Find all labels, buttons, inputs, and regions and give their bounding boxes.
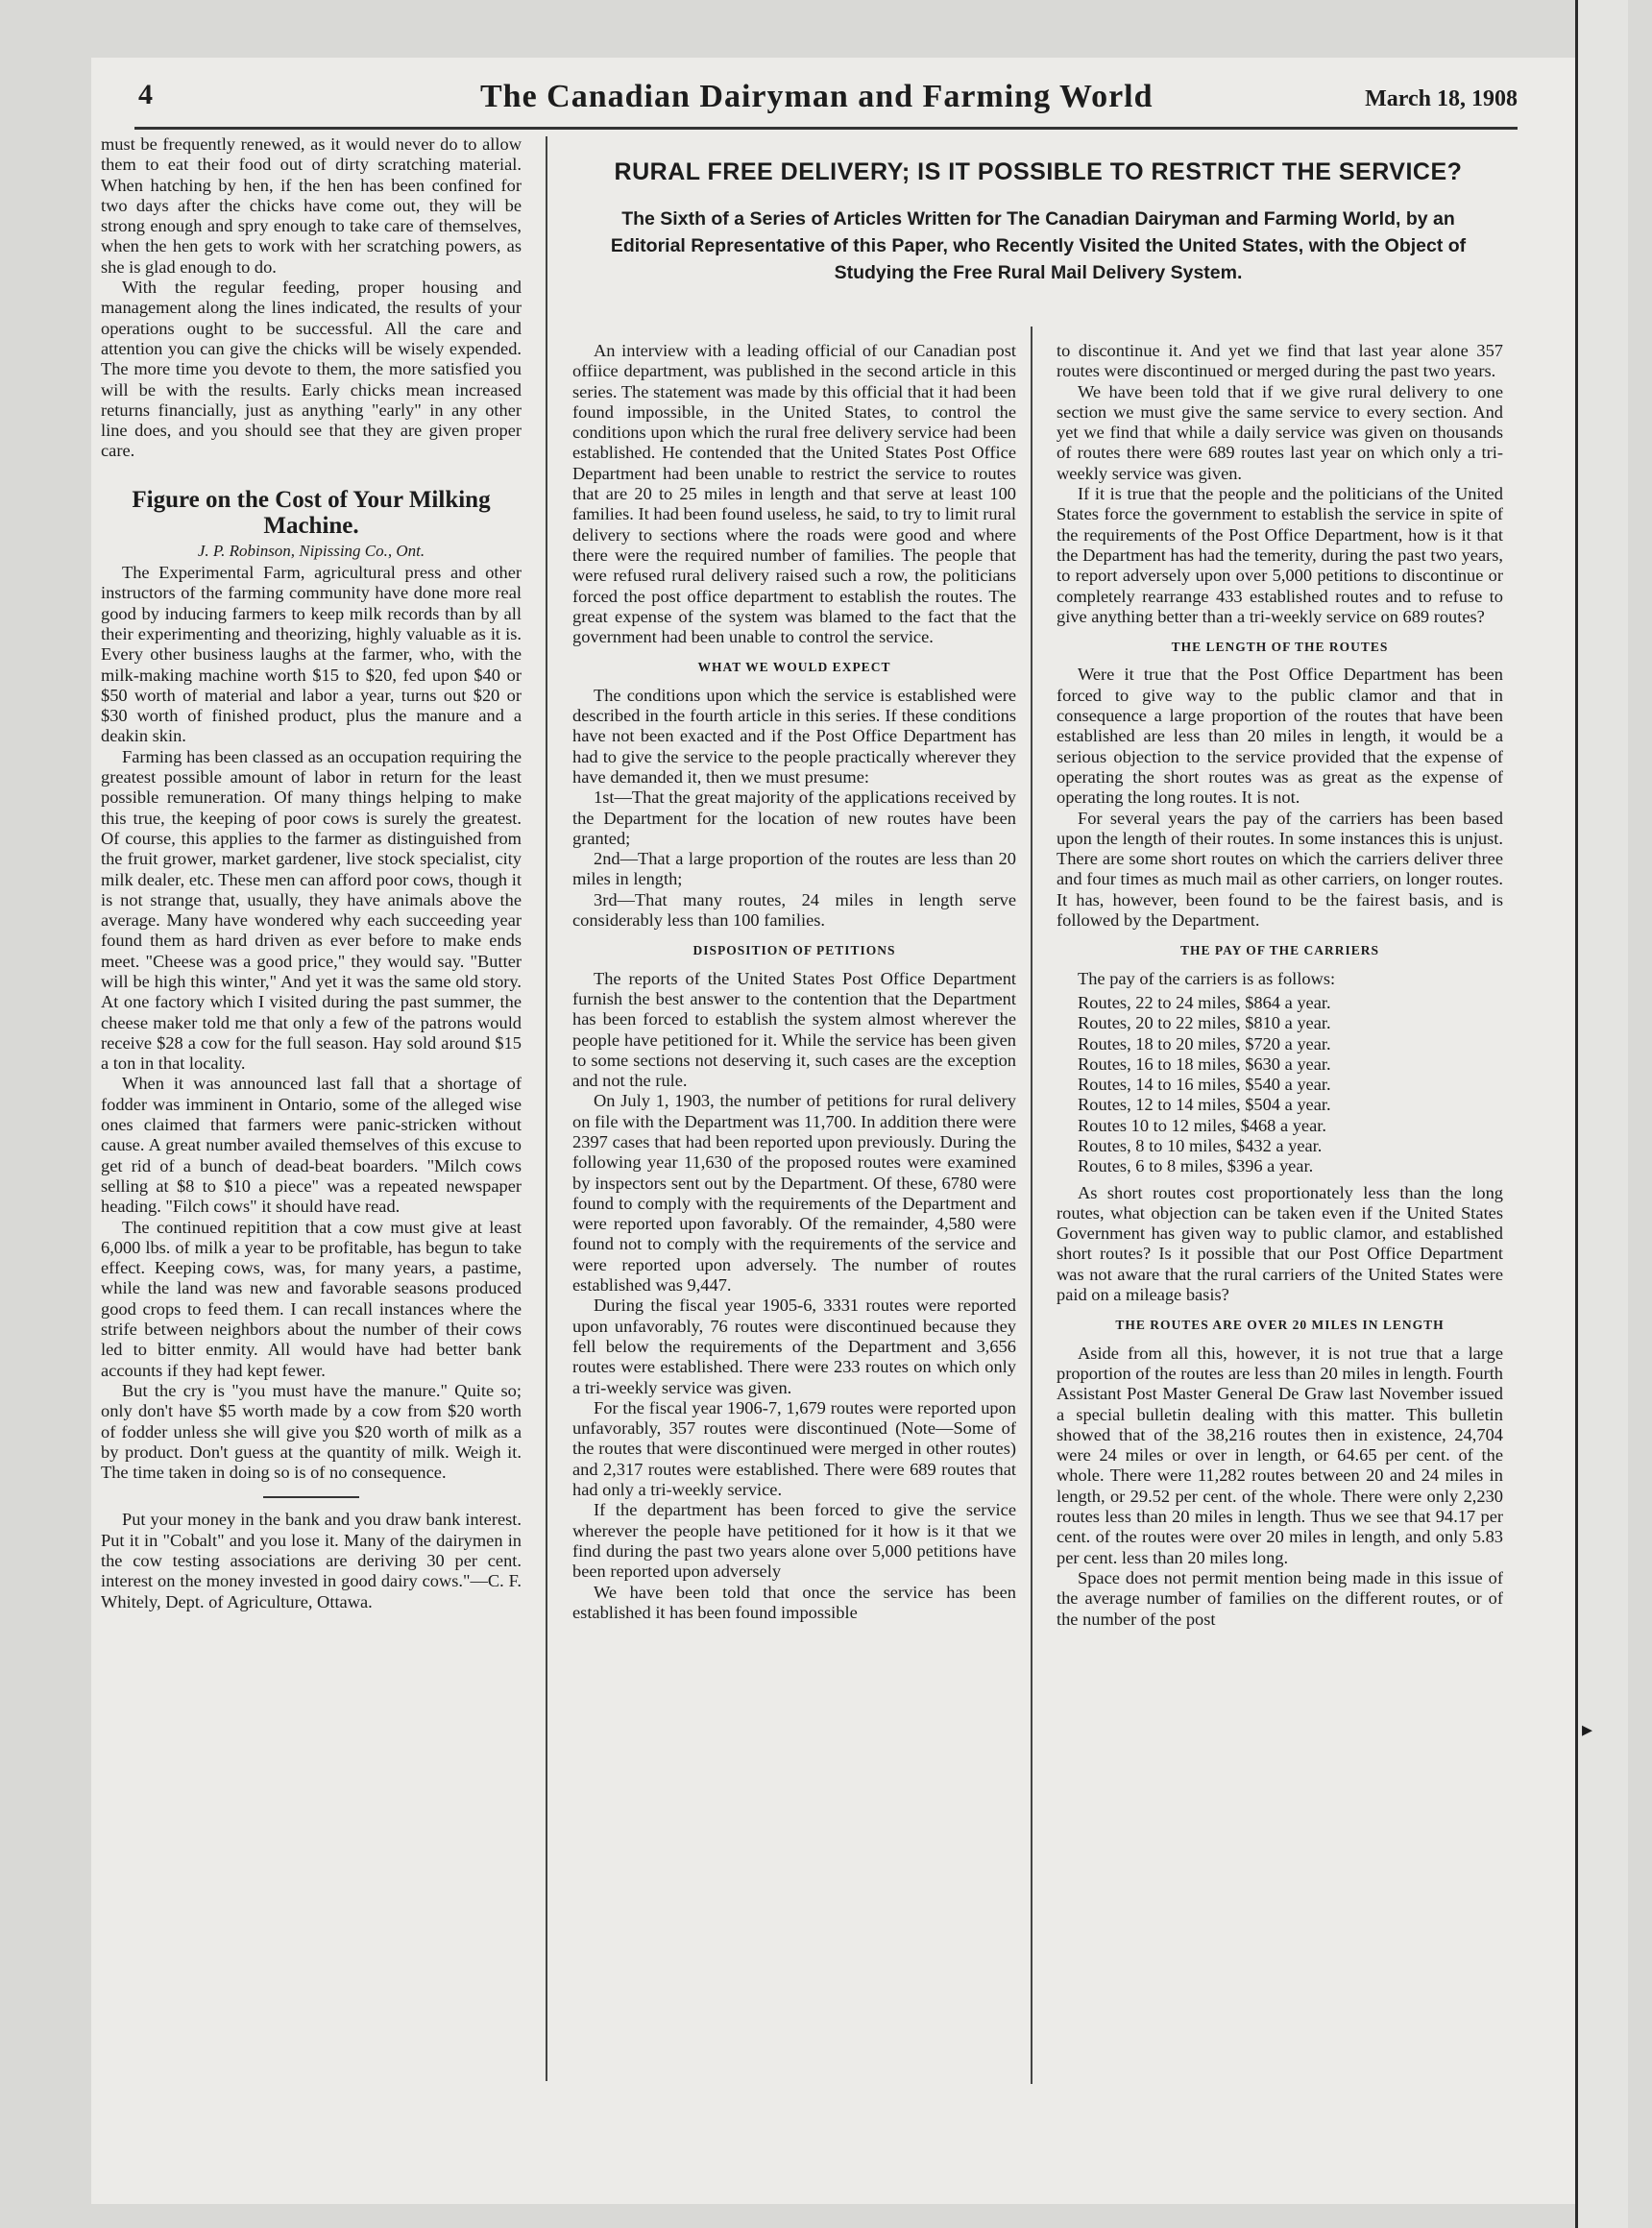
article-heading — [572, 158, 1504, 286]
rfd-col3-paragraph-4: Were it true that the Post Office Department has been forced to give way to the public clamor and that in consequence a large proportion of the routes that have been established are less than 20 miles in length, it would be a serious objection to the service provided that the expense of operating the short routes was as great as the expense of operating the long routes. It is not. — [1057, 665, 1503, 808]
pay-list — [1078, 993, 1503, 1177]
page-header — [134, 79, 1518, 130]
adjacent-page-edge — [1575, 0, 1628, 2228]
subhead-length-of-routes: THE LENGTH OF THE ROUTES — [1171, 640, 1389, 655]
pay-item: Routes, 6 to 8 miles, $396 a year. — [1078, 1156, 1314, 1176]
milking-paragraph-2: Farming has been classed as an occupation requiring the greatest possible amount of labor in return for the least possible remuneration. Of many things helping to make this true, the keeping of poor cows is surely the greatest. Of course, this applies to the farmer as distinguished from the fruit grower, market gardener, live stock specialist, city milk dealer, etc. These men can afford poor cows, though it is not strange that, usually, they have animals above the average. Many have wondered why each succeeding year found them as hard driven as ever before to make ends meet. "Cheese was a good price," they would say. "Butter will be high this winter," And yet it was the same old story. At one factory which I visited during the past summer, the cheese maker told me that only a few of the patrons would receive $28 a cow for the full season. Hay sold around $15 a ton in that locality. — [101, 746, 522, 1074]
cobalt-paragraph: Put your money in the bank and you draw bank interest. Put it in "Cobalt" and you lose it. Many of the dairymen in the cow testing associations are deriving 30 per cent. interest on the money invested in good dairy cows."—C. F. Whitely, Dept. of Agriculture, Ottawa. — [101, 1510, 522, 1611]
rfd-paragraph-2: The conditions upon which the service is established were described in the fourth article in this series. If these conditions have not been exacted and if the Post Office Department has had to give the service to the people practically wherever they have demanded it, then we must presume: — [572, 685, 1016, 787]
rfd-col3-paragraph-5: For several years the pay of the carriers has been based upon the length of their routes. In some instances this is unjust. There are some short routes on which the carriers deliver three and four times as much mail as other carriers, on longer routes. It has, however, been found to be the fairest basis, and is followed by the Department. — [1057, 808, 1503, 931]
milking-paragraph-4: The continued repitition that a cow must give at least 6,000 lbs. of milk a year to be profitable, has begun to take effect. Keeping cows, was, for many years, a pastime, while the land was new and favorable seasons produced good crops to feed them. I can recall instances where the strife between neighbors about the number of their cows led to bitter enmity. All would have had better bank accounts if they had kept fewer. — [101, 1217, 522, 1380]
milking-paragraph-5: But the cry is "you must have the manure." Quite so; only don't have $5 worth made by a cow from $20 worth of fodder unless she will give you $20 worth of milk as a by product. Don't guess at the quantity of milk. Weigh it. The time taken in doing so is of no consequence. — [101, 1380, 522, 1483]
subhead-disposition-of-petitions: DISPOSITION OF PETITIONS — [692, 943, 896, 958]
poultry-paragraph-1: must be frequently renewed, as it would never do to allow them to eat their food out of dirty scratching material. When hatching by hen, if the hen has been confined for two days after the chicks have come out, they will be strong enough and spry enough to take care of themselves, when the hen gets to work with her scratching powers, as she is glad enough to do. — [101, 134, 522, 277]
masthead: The Canadian Dairyman and Farming World — [480, 79, 1154, 114]
page-number: 4 — [138, 79, 153, 110]
rfd-paragraph-1: An interview with a leading official of our Canadian post offiice department, was published in the second article in this series. The statement was made by this official that it had been found impossible, in the United States, to control the conditions upon which the rural free delivery service had been established. He contended that the United States Post Office Department had been unable to restrict the service to routes that are 20 to 25 miles in length and that serve at least 100 families. It had been found useless, he said, to try to limit rural delivery to sections where the roads were good and where there were the required number of families. The people that were refused rural delivery raised such a row, the politicians forced the post office department to establish the routes. The great expense of the system was blamed to the fact that the government had been unable to control the service. — [572, 341, 1016, 647]
column-3 — [1057, 341, 1503, 1630]
subhead-pay-of-carriers: THE PAY OF THE CARRIERS — [1179, 943, 1380, 958]
rfd-col3-paragraph-8: Space does not permit mention being made in this issue of the average number of families on the different routes, or of the number of the post — [1057, 1567, 1503, 1629]
pay-item: Routes 10 to 12 miles, $468 a year. — [1078, 1115, 1326, 1135]
poultry-paragraph-2: With the regular feeding, proper housing and management along the lines indicated, the results of your operations ought to be successful. All the care and attention you can give the chicks will be wisely expended. The more time you devote to them, the more satisfied you will be with the results. Early chicks mean increased returns financially, just as anything "early" in any other line does, and you should see that they are given proper care. — [101, 278, 522, 461]
rfd-col3-paragraph-1: to discontinue it. And yet we find that last year alone 357 routes were discontinued or merged during the past two years. — [1057, 341, 1503, 381]
pay-item: Routes, 14 to 16 miles, $540 a year. — [1078, 1075, 1331, 1095]
pay-intro: The pay of the carriers is as follows: — [1078, 968, 1336, 988]
pay-item: Routes, 16 to 18 miles, $630 a year. — [1078, 1053, 1331, 1074]
rfd-col3-paragraph-7: Aside from all this, however, it is not true that a large proportion of the routes are less than 20 miles in length. Fourth Assistant Post Master General De Graw last November issued a special bulletin dealing with this matter. This bulletin showed that of the 38,216 routes then in existence, 24,704 were 24 miles or over in length, or 64.65 per cent. of the whole. There were 11,282 routes between 20 and 24 miles in length, or 29.52 per cent. of the whole. There were only 2,230 routes less than 20 miles in length. Thus we see that 94.17 per cent. of the routes were over 20 miles in length, and only 5.83 per cent. less than 20 miles long. — [1057, 1343, 1503, 1567]
rfd-point-2: 2nd—That a large proportion of the routes are less than 20 miles in length; — [572, 849, 1016, 889]
rfd-point-3: 3rd—That many routes, 24 miles in length serve considerably less than 100 families. — [572, 889, 1016, 931]
pay-item: Routes, 18 to 20 miles, $720 a year. — [1078, 1033, 1331, 1053]
section-divider — [263, 1496, 359, 1498]
rfd-paragraph-8: During the fiscal year 1905-6, 3331 routes were reported upon unfavorably, 76 routes were discontinued because they fell below the requirements of the Department and 3,656 routes were established. There were 233 routes on which only a tri-weekly service was given. — [572, 1296, 1016, 1397]
article-deck: The Sixth of a Series of Articles Written for The Canadian Dairyman and Farming World, by an Editorial Representative of this Paper, who Recently Visited the United States, with the Object of Studying the Free Rural Mail Delivery System. — [610, 208, 1467, 283]
rfd-col3-paragraph-6: As short routes cost proportionately less than the long routes, what objection can be taken even if the United States Government has given way to public clamor, and established short routes? Is it possible that our Post Office Department was not aware that the rural carriers of the United States were paid on a mileage basis? — [1057, 1182, 1503, 1305]
column-1 — [101, 134, 522, 1612]
rfd-paragraph-6: The reports of the United States Post Office Department furnish the best answer to the contention that the Department has been forced to establish the system almost wherever the people have petitioned for it. While the service has been given to some sections not deserving it, such cases are the exception and not the rule. — [572, 968, 1016, 1091]
rfd-col3-paragraph-3: If it is true that the people and the politicians of the United States force the government to establish the service in spite of the requirements of the Post Office Department, how is it that the Department has had the temerity, during the past two years, to report adversely upon over 5,000 petitions to discontinue or completely rearrange 433 established routes and to refuse to give anything better than a tri-weekly service on 689 routes? — [1057, 484, 1503, 626]
rfd-paragraph-11: We have been told that once the service has been established it has been found impossible — [572, 1582, 1016, 1622]
column-rule-middle — [1031, 327, 1032, 2084]
milking-machine-title: Figure on the Cost of Your Milking Machine. — [132, 486, 491, 539]
rfd-paragraph-10: If the department has been forced to give the service wherever the people have petitioned for it how is it that we find during the past two years alone over 5,000 petitions have been reported upon adversely — [572, 1500, 1016, 1582]
rfd-point-1: 1st—That the great majority of the applications received by the Department for the location of new routes have been granted; — [572, 787, 1016, 848]
issue-date: March 18, 1908 — [1365, 86, 1518, 111]
rfd-paragraph-7: On July 1, 1903, the number of petitions for rural delivery on file with the Department was 11,700. In addition there were 2397 cases that had been reported upon previously. During the following year 11,630 of the proposed routes were examined by inspectors sent out by the Department. Of these, 6780 were found to comply with the requirements of the Department and were reported upon favorably. Of the remainder, 4,580 were found not to comply with the requirements of the service and were reported upon adversely. The number of routes established was 9,447. — [572, 1091, 1017, 1296]
milking-machine-byline: J. P. Robinson, Nipissing Co., Ont. — [197, 541, 425, 560]
milking-paragraph-3: When it was announced last fall that a shortage of fodder was imminent in Ontario, some of the alleged wise ones claimed that farmers were panic-stricken without cause. A great number availed themselves of this excuse to get rid of a bunch of dead-beat boarders. "Milch cows selling at $8 to $10 a piece" was a repeated newspaper heading. "Filch cows" it should have read. — [101, 1074, 522, 1217]
subhead-what-we-would-expect: WHAT WE WOULD EXPECT — [697, 660, 891, 675]
rfd-paragraph-9: For the fiscal year 1906-7, 1,679 routes were reported upon unfavorably, 357 routes were discontinued (Note—Some of the routes that were discontinued were merged in other routes) and 2,317 routes were established. There were 689 routes that had only a tri-weekly service. — [572, 1397, 1016, 1500]
pay-item: Routes, 20 to 22 miles, $810 a year. — [1078, 1013, 1331, 1033]
milking-paragraph-1: The Experimental Farm, agricultural press and other instructors of the farming community have done more real good by inducing farmers to keep milk records than by all their experimenting and theorizing, highly valuable as it is. Every other business laughs at the farmer, who, with the milk-making machine worth $15 to $20, fed upon $40 or $50 worth of material and labor a year, turns out $20 or $30 worth of finished product, plus the manure and a deakin skin. — [101, 563, 522, 746]
pay-item: Routes, 22 to 24 miles, $864 a year. — [1078, 992, 1331, 1012]
margin-mark: ▸ — [1581, 1717, 1592, 1741]
subhead-routes-over-20-miles: THE ROUTES ARE OVER 20 MILES IN LENGTH — [1115, 1318, 1445, 1333]
column-2 — [572, 341, 1016, 1623]
article-title: RURAL FREE DELIVERY; IS IT POSSIBLE TO RESTRICT THE SERVICE? — [614, 158, 1463, 185]
pay-item: Routes, 8 to 10 miles, $432 a year. — [1078, 1135, 1323, 1155]
pay-item: Routes, 12 to 14 miles, $504 a year. — [1078, 1095, 1331, 1115]
column-rule-left — [546, 136, 547, 2081]
rfd-col3-paragraph-2: We have been told that if we give rural delivery to one section we must give the same service to every section. And yet we find that while a daily service was given on thousands of routes there were 689 routes last year on which only a tri-weekly service was given. — [1057, 381, 1503, 483]
